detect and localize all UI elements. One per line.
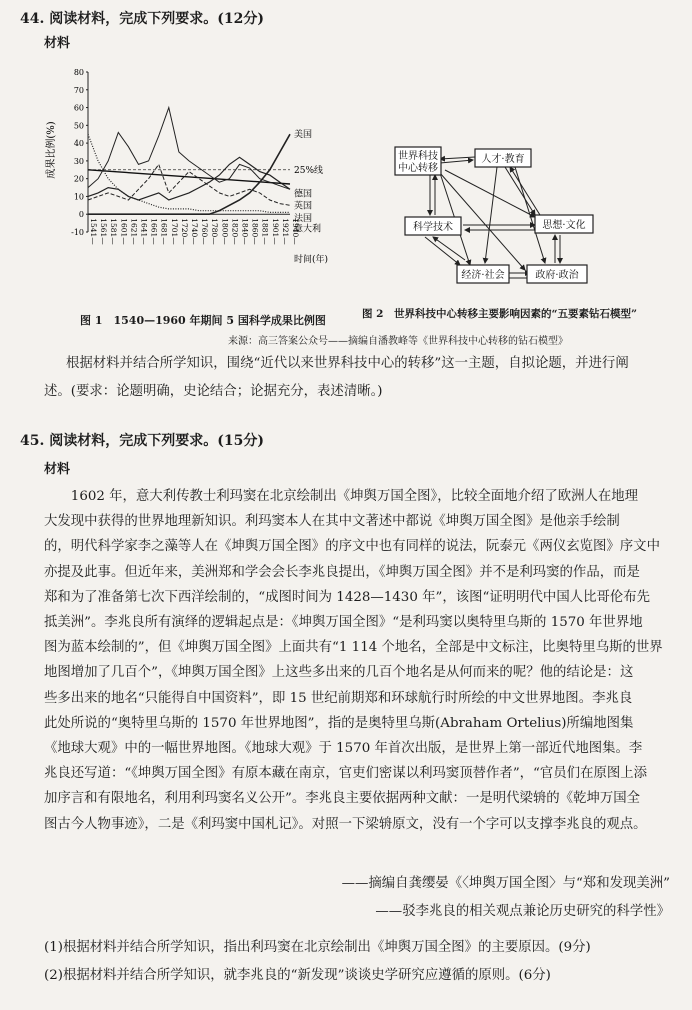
x-tick-label: 1881— [260, 218, 270, 245]
x-tick-label: 1561— [99, 218, 109, 245]
series-line [88, 134, 290, 214]
y-tick-label: 30 [73, 156, 84, 166]
x-tick-label: 1820— [230, 218, 240, 245]
series-line [88, 164, 290, 205]
q45-line: 兆良还写道：“《坤舆万国全图》有原本藏在南京，官吏们密谋以利玛窦顶替作者”，“官员们在原图上添 [44, 766, 648, 782]
svg-text:政府·政治: 政府·政治 [535, 270, 579, 281]
node-talent-education [475, 149, 531, 167]
svg-text:经济·社会: 经济·社会 [461, 270, 505, 281]
y-tick-label: 70 [73, 85, 84, 95]
x-tick-label: 1681— [159, 218, 169, 245]
x-tick-label: 1581— [109, 218, 119, 245]
q45-line: 加序言和有限地名，利用利玛窦名义公开”。李兆良主要依据两种文献：一是明代梁辀的《乾坤万国全 [44, 791, 641, 807]
series-label: 德国 [294, 189, 313, 200]
node-government-politics [527, 265, 587, 283]
y-tick-label: 10 [73, 192, 84, 202]
series-line [88, 134, 290, 212]
x-tick-label: 1621— [129, 218, 139, 245]
q45-line: 郑和为了准备第七次下西洋绘制的，“成图时间为 1428—1430 年”，该图“证明明代中国人比哥伦布先 [44, 589, 651, 605]
fig1-caption: 图 1 1540—1960 年期间 5 国科学成果比例图 [80, 314, 326, 327]
x-tick-label: 1541— [89, 218, 98, 245]
y-tick-label: -10 [71, 228, 84, 237]
q45-subquestion-1: (1)根据材料并结合所学知识，指出利玛窦在北京绘制出《坤舆万国全图》的主要原因。(9分) [44, 940, 591, 955]
svg-text:人才·教育: 人才·教育 [481, 154, 525, 165]
series-label: 英国 [294, 201, 313, 212]
q45-line: 图古今人物事迹》，二是《利玛窦中国札记》。对照一下梁辀原文，没有一个字可以支撑李兆良的观点。 [44, 816, 647, 832]
svg-text:思想·文化: 思想·文化 [542, 220, 586, 231]
y-tick-label: 0 [78, 210, 84, 220]
x-tick-label: 1661— [149, 218, 159, 245]
x-tick-label: 1641— [139, 218, 149, 245]
x-axis-label: 时间(年) [294, 255, 329, 265]
x-tick-label: 1780— [210, 218, 220, 245]
q45-citation-1: ——摘编自龚缨晏《〈坤舆万国全图〉与“郑和发现美洲” [341, 876, 670, 891]
y-tick-label: 20 [73, 174, 84, 184]
node-economy-society [457, 265, 509, 283]
x-tick-label: 1740— [190, 218, 199, 245]
science-output-chart [40, 60, 360, 320]
series-label: 美国 [294, 130, 313, 141]
q44-material-label: 材料 [44, 36, 71, 51]
x-tick-label: 1601— [119, 218, 129, 245]
node-center [395, 147, 441, 175]
q45-line: 大发现中获得的世界地理新知识。利玛窦本人在其中文著述中都说《坤舆万国全图》是他亲手绘制 [44, 514, 620, 530]
x-tick-label: 1840— [240, 218, 250, 245]
y-tick-label: 80 [73, 68, 84, 77]
q45-line: 的，明代科学家李之藻等人在《坤舆万国全图》的序文中也有同样的说法，阮泰元《两仪玄览图》序文中 [44, 539, 660, 555]
q45-material-label: 材料 [44, 462, 71, 477]
reference-25-label: 25%线 [294, 165, 324, 176]
q45-title: 45. 阅读材料，完成下列要求。(15分) [20, 433, 264, 449]
x-tick-label: 1701— [169, 218, 179, 245]
y-tick-label: 60 [73, 103, 84, 113]
svg-text:科学技术: 科学技术 [413, 222, 453, 233]
x-tick-label: 1940— [291, 218, 300, 245]
y-axis-label: 成果比例(%) [46, 121, 57, 179]
svg-text:世界科技: 世界科技 [398, 151, 438, 162]
x-tick-label: 1800— [220, 218, 230, 245]
q45-line: 图为蓝本绘制的”，但《坤舆万国全图》上面共有“1 114 个地名，全部是中文标注，比奥特里乌斯的世界 [44, 640, 663, 656]
diamond-model-diagram [385, 135, 625, 295]
fig2-caption: 图 2 世界科技中心转移主要影响因素的“五要素钻石模型” [362, 308, 638, 320]
node-thought-culture [535, 215, 593, 233]
q44-task-line2: 述。(要求：论题明确，史论结合；论据充分，表述清晰。) [44, 384, 383, 399]
q44-title: 44. 阅读材料，完成下列要求。(12分) [20, 11, 264, 27]
y-tick-label: 50 [73, 121, 84, 131]
q45-line: 1602 年，意大利传教士利玛窦在北京绘制出《坤舆万国全图》，比较全面地介绍了欧洲人在地理 [70, 489, 639, 504]
series-label: 法国 [294, 213, 313, 224]
x-tick-label: 1921— [280, 218, 290, 245]
q44-task-line1: 根据材料并结合所学知识，围绕“近代以来世界科技中心的转移”这一主题，自拟论题，并进行阐 [66, 356, 629, 371]
q45-line: 此处所说的“奥特里乌斯的 1570 年世界地图”，指的是奥特里乌斯(Abraham Ortelius)所编地图集 [44, 715, 634, 731]
q45-material-text [44, 484, 672, 837]
x-tick-label: 1901— [270, 218, 280, 245]
svg-text:中心转移: 中心转移 [398, 163, 438, 174]
q45-line: 《地球大观》中的一幅世界地图。《地球大观》于 1570 年首次出版，是世界上第一部近代地图集。李 [44, 741, 643, 757]
q45-line: 亦提及此事。但近年来，美洲郑和学会会长李兆良提出，《坤舆万国全图》并不是利玛窦的作品，而是 [44, 564, 640, 580]
q45-line: 地图增加了几百个”，《坤舆万国全图》上这些多出来的几百个地名是从何而来的呢？他的结论是：这 [44, 665, 634, 681]
node-science-technology [405, 217, 461, 235]
q45-subquestion-2: (2)根据材料并结合所学知识，就李兆良的“新发现”谈谈史学研究应遵循的原则。(6分) [44, 968, 551, 983]
series-label: 意大利 [294, 224, 322, 235]
q45-line: 抵美洲”。李兆良所有演绎的逻辑起点是：《坤舆万国全图》“是利玛窦以奥特里乌斯的 1570 年世界地 [44, 615, 643, 631]
q44-source: 来源：高三答案公众号——摘编自潘教峰等《世界科技中心转移的钻石模型》 [228, 336, 568, 347]
x-tick-label: 1720— [179, 218, 189, 245]
q45-line: 些多出来的地名“只能得自中国资料”，即 15 世纪前期郑和环球航行时所绘的中文世界地图。李兆良 [44, 690, 633, 706]
x-tick-label: 1760— [200, 218, 210, 245]
y-tick-label: 40 [73, 139, 84, 149]
x-tick-label: 1860— [250, 218, 260, 245]
q45-citation-2: ——驳李兆良的相关观点兼论历史研究的科学性》 [375, 904, 670, 919]
